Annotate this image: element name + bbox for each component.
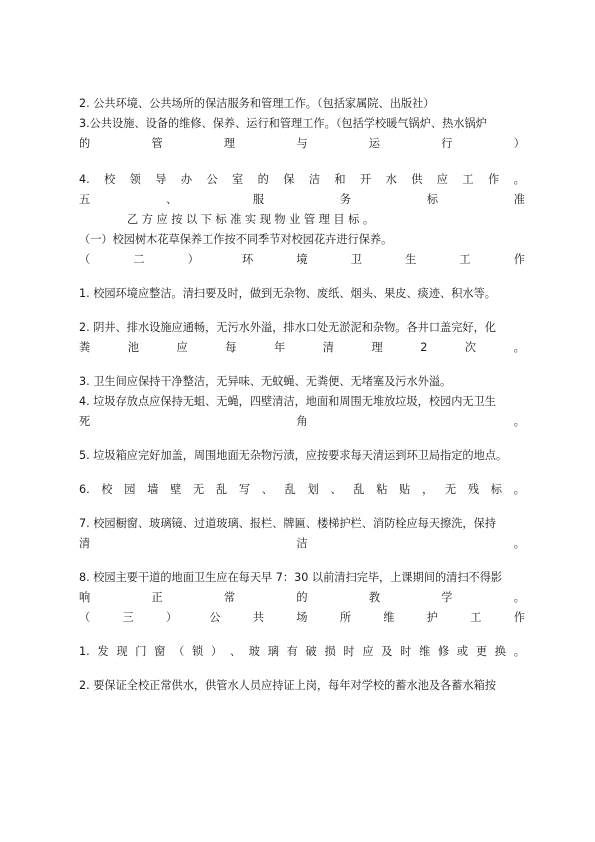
text-line-spread — [79, 134, 525, 154]
text-glyph: 或 — [456, 645, 469, 658]
text-glyph: 行 — [441, 137, 453, 150]
text-glyph: 正 — [151, 591, 163, 604]
text-glyph: 乱 — [353, 483, 365, 496]
text-glyph: 五 — [79, 193, 91, 206]
text-glyph: 三 — [122, 611, 134, 624]
text-glyph: 维 — [419, 645, 431, 658]
text-glyph: 教 — [368, 591, 381, 604]
text-line-spread — [79, 588, 525, 608]
text-line: 2. 要保证全校正常供水，供管水人员应持证上岗，每年对学校的蓄水池及各蓄水箱按 — [79, 679, 496, 692]
text-glyph: 粘 — [376, 483, 388, 496]
text-glyph: 死 — [79, 415, 91, 428]
text-glyph: 的 — [296, 591, 308, 604]
text-glyph: 场 — [296, 611, 308, 624]
text-glyph: 共 — [252, 611, 265, 624]
text-glyph: 门 — [135, 645, 147, 658]
text-line-spread — [79, 338, 525, 358]
text-glyph: 的 — [257, 173, 269, 186]
text-glyph: 破 — [305, 645, 317, 658]
text-line: 7. 校园橱窗、玻璃镜、过道玻璃、报栏、牌匾、楼梯护栏、消防栓应每天擦洗，保持 — [79, 517, 496, 530]
text-glyph: 保 — [283, 173, 295, 186]
text-glyph: 池 — [127, 341, 139, 354]
text-glyph: 、 — [165, 193, 178, 206]
text-glyph: 导 — [155, 173, 167, 186]
text-glyph: 供 — [411, 173, 423, 186]
text-glyph: 4. — [79, 173, 90, 186]
text-glyph: 乱 — [215, 483, 228, 496]
text-glyph: 应 — [176, 341, 188, 354]
text-glyph: 学 — [441, 591, 453, 604]
text-glyph: 洁 — [308, 173, 321, 186]
text-glyph: ） — [513, 137, 525, 150]
text-glyph: 粪 — [79, 341, 91, 354]
text-glyph: 贴 — [399, 483, 411, 496]
text-glyph: （ — [79, 611, 91, 624]
text-glyph: 标 — [490, 483, 502, 496]
text-glyph: 6. — [79, 483, 90, 496]
text-line: 5. 垃圾箱应完好加盖，周围地面无杂物污渍，应按要求每天清运到环卫局指定的地点。 — [79, 449, 508, 462]
text-glyph: 常 — [223, 591, 236, 604]
text-line: 3.公共设施、设备的维修、保养、运行和管理工作。（包括学校暖气锅炉、热水锅炉 — [79, 117, 487, 130]
text-glyph: 室 — [232, 173, 244, 186]
text-line: 4. 垃圾存放点应保持无蛆、无蝇，四壁清洁，地面和周围无堆放垃圾，校园内无卫生 — [79, 395, 496, 408]
text-glyph: 写 — [238, 483, 251, 496]
text-glyph: 锁 — [192, 645, 204, 658]
text-line-spread — [79, 534, 525, 554]
text-glyph: 。 — [513, 645, 525, 658]
text-glyph: 。 — [513, 415, 525, 428]
text-glyph: 2 — [420, 341, 428, 354]
text-glyph: 的 — [79, 137, 91, 150]
text-glyph: 无 — [193, 483, 205, 496]
text-glyph: 水 — [385, 173, 397, 186]
text-glyph: 作 — [513, 253, 525, 266]
text-glyph: 壁 — [170, 483, 182, 496]
text-glyph: 作 — [513, 611, 525, 624]
text-glyph: 损 — [324, 645, 336, 658]
text-glyph: 校 — [101, 483, 113, 496]
section-heading: （一）校园树木花草保养工作按不同季节对校园花卉进行保养。 — [79, 233, 393, 246]
text-glyph: 发 — [97, 645, 109, 658]
text-glyph: 墙 — [147, 483, 159, 496]
text-glyph: 残 — [467, 483, 480, 496]
text-glyph: 园 — [124, 483, 136, 496]
text-line-spread — [79, 412, 525, 432]
text-glyph: 时 — [400, 645, 412, 658]
text-glyph: 角 — [296, 415, 308, 428]
text-glyph: 。 — [513, 537, 525, 550]
text-glyph: ， — [422, 483, 434, 496]
text-glyph: 理 — [371, 341, 383, 354]
text-line-spread — [79, 642, 525, 662]
text-glyph: 校 — [104, 173, 116, 186]
text-glyph: 工 — [462, 173, 474, 186]
text-glyph: 服 — [252, 193, 265, 206]
text-glyph: 准 — [513, 193, 525, 206]
text-glyph: 时 — [343, 645, 355, 658]
text-glyph: 1. — [79, 645, 90, 658]
text-glyph: 环 — [242, 253, 254, 266]
text-glyph: 、 — [330, 483, 342, 496]
section-heading-spread — [79, 608, 525, 628]
text-glyph: 办 — [180, 173, 193, 186]
text-glyph: 与 — [296, 137, 308, 150]
text-glyph: 每 — [225, 341, 237, 354]
text-glyph: 璃 — [267, 645, 279, 658]
text-glyph: 工 — [470, 611, 482, 624]
text-glyph: 所 — [339, 611, 352, 624]
text-glyph: 维 — [383, 611, 395, 624]
text-glyph: 务 — [339, 193, 352, 206]
text-glyph: ） — [165, 611, 178, 624]
text-glyph: ） — [187, 253, 199, 266]
text-glyph: 生 — [405, 253, 417, 266]
text-glyph: （ — [79, 253, 91, 266]
text-glyph: 。 — [513, 341, 525, 354]
text-glyph: 清 — [322, 341, 334, 354]
text-line: 3. 卫生间应保持干净整洁，无异味、无蚊蝇、无粪便、无堵塞及污水外溢。 — [79, 375, 452, 388]
text-glyph: 开 — [360, 173, 372, 186]
text-glyph: 换 — [494, 645, 506, 658]
text-glyph: 应 — [362, 645, 374, 658]
text-line-spread — [79, 170, 525, 190]
text-glyph: 清 — [79, 537, 91, 550]
text-glyph: 理 — [223, 137, 236, 150]
text-glyph: 次 — [464, 341, 477, 354]
text-glyph: 乱 — [284, 483, 296, 496]
text-line: 2. 公共环境、公共场所的保洁服务和管理工作。（包括家属院、出版社） — [79, 97, 435, 110]
text-glyph: 更 — [475, 645, 488, 658]
text-glyph: 修 — [438, 645, 450, 658]
text-glyph: 应 — [436, 173, 448, 186]
text-glyph: 年 — [274, 341, 286, 354]
text-line: 1. 校园环境应整洁。清扫要及时，做到无杂物、废纸、烟头、果皮、痰迹、积水等。 — [79, 287, 496, 300]
text-glyph: 。 — [513, 173, 525, 186]
text-glyph: 境 — [296, 253, 308, 266]
text-glyph: 卫 — [350, 253, 362, 266]
text-glyph: （ — [173, 645, 185, 658]
text-glyph: ） — [210, 645, 223, 658]
text-glyph: 有 — [286, 645, 298, 658]
text-glyph: 窗 — [154, 645, 166, 658]
text-glyph: 玻 — [248, 645, 260, 658]
text-glyph: 。 — [513, 591, 525, 604]
text-glyph: 、 — [261, 483, 273, 496]
text-glyph: 公 — [206, 173, 218, 186]
text-glyph: 洁 — [296, 537, 308, 550]
text-glyph: 公 — [209, 611, 221, 624]
text-glyph: 。 — [513, 483, 525, 496]
text-glyph: 管 — [151, 137, 163, 150]
text-glyph: 和 — [334, 173, 346, 186]
text-glyph: 响 — [79, 591, 91, 604]
text-glyph: 无 — [444, 483, 457, 496]
text-glyph: 、 — [229, 645, 242, 658]
text-glyph: 领 — [129, 173, 141, 186]
text-line-spread — [79, 190, 525, 210]
document-body — [79, 94, 525, 696]
section-heading-spread — [79, 250, 525, 270]
text-line: 2. 阴井、排水设施应通畅，无污水外溢，排水口处无淤泥和杂物。各井口盖完好，化 — [79, 321, 496, 334]
text-line: 8. 校园主要干道的地面卫生应在每天早 7：30 以前清扫完毕，上课期间的清扫不得影 — [79, 571, 503, 584]
text-line-spread — [79, 480, 525, 500]
text-glyph: 作 — [487, 173, 500, 186]
text-glyph: 运 — [368, 137, 381, 150]
text-glyph: 二 — [133, 253, 145, 266]
text-glyph: 护 — [426, 611, 438, 624]
text-line: 乙 方 应 按 以 下 标 准 实 现 物 业 管 理 目 标 。 — [127, 213, 375, 226]
text-glyph: 标 — [426, 193, 439, 206]
text-glyph: 划 — [307, 483, 319, 496]
text-glyph: 工 — [459, 253, 471, 266]
text-glyph: 现 — [116, 645, 128, 658]
text-glyph: 及 — [381, 645, 393, 658]
